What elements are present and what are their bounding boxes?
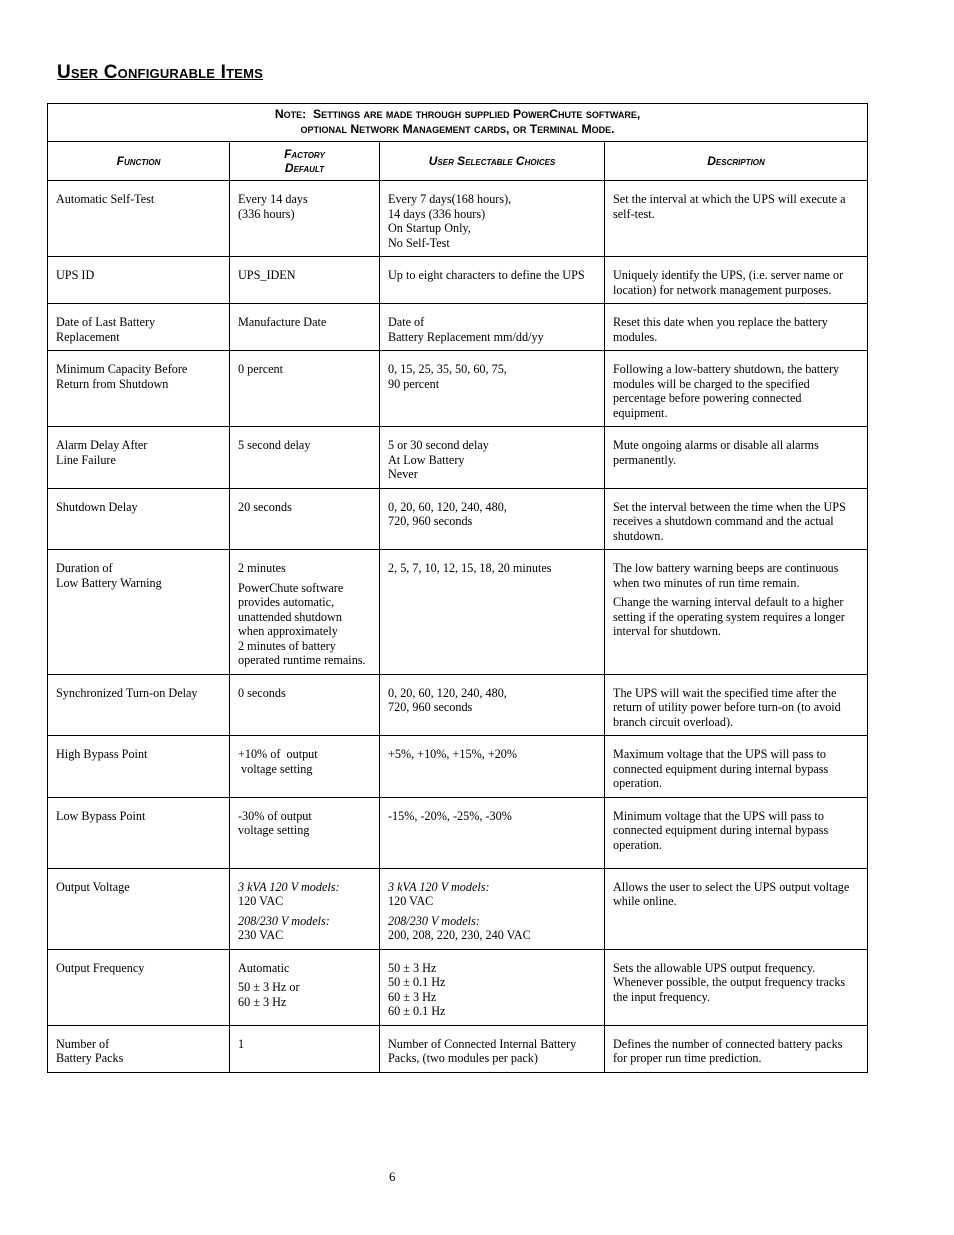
choices-text: 60 ± 0.1 Hz — [388, 1004, 446, 1018]
description-text: Change the warning interval default to a higher — [613, 595, 844, 609]
default-text: 2 minutes — [238, 561, 286, 575]
table-row — [48, 949, 868, 1025]
default-cell — [230, 550, 380, 675]
description-text: Defines the number of connected battery packs — [613, 1036, 843, 1051]
choices-text: 14 days (336 hours) — [388, 206, 486, 221]
default-text: operated runtime remains. — [238, 653, 366, 667]
choices-text: 720, 960 seconds — [388, 514, 473, 528]
function-text: Battery Packs — [56, 1051, 124, 1065]
default-text: 0 seconds — [238, 685, 286, 700]
choices-text: 3 kVA 120 V models: — [388, 879, 490, 894]
function-cell — [48, 257, 230, 304]
choices-text: 208/230 V models: — [388, 913, 480, 928]
description-text: connected equipment during internal bypass — [613, 761, 829, 776]
description-text: branch circuit overload). — [613, 714, 734, 729]
choices-cell — [380, 868, 605, 949]
choices-text: 0, 20, 60, 120, 240, 480, — [388, 499, 507, 514]
function-cell — [48, 488, 230, 550]
function-text: Low Battery Warning — [56, 575, 162, 590]
choices-text: Battery Replacement mm/dd/yy — [388, 329, 544, 344]
default-cell — [230, 488, 380, 550]
settings-note — [48, 104, 868, 142]
function-cell — [48, 949, 230, 1025]
table-row — [48, 257, 868, 304]
header-factory-default — [230, 142, 380, 181]
function-text: High Bypass Point — [56, 747, 148, 761]
choices-cell — [380, 488, 605, 550]
header-default-line-1: Factory — [284, 147, 325, 161]
default-text: (336 hours) — [238, 206, 295, 221]
choices-text: 90 percent — [388, 376, 440, 391]
description-text: modules. — [613, 329, 658, 344]
default-text: -30% of output — [238, 808, 312, 823]
table-row — [48, 427, 868, 489]
default-text: when approximately — [238, 624, 338, 638]
choices-cell — [380, 427, 605, 489]
choices-text: 200, 208, 220, 230, 240 VAC — [388, 928, 531, 942]
choices-cell — [380, 736, 605, 798]
function-cell — [48, 674, 230, 736]
default-cell — [230, 351, 380, 427]
function-text: Alarm Delay After — [56, 438, 148, 452]
description-cell — [605, 181, 868, 257]
function-cell — [48, 351, 230, 427]
default-text: 3 kVA 120 V models: — [238, 879, 340, 894]
function-text: Line Failure — [56, 452, 116, 467]
table-row — [48, 868, 868, 949]
default-cell — [230, 257, 380, 304]
function-text: Replacement — [56, 329, 120, 344]
choices-cell — [380, 257, 605, 304]
description-text: permanently. — [613, 452, 677, 467]
description-cell — [605, 427, 868, 489]
table-row — [48, 736, 868, 798]
choices-text: -15%, -20%, -25%, -30% — [388, 808, 512, 823]
description-text: setting if the operating system requires a longer — [613, 609, 845, 624]
default-text: 20 seconds — [238, 499, 292, 514]
description-text: self-test. — [613, 206, 655, 221]
default-cell — [230, 181, 380, 257]
table-row — [48, 181, 868, 257]
description-cell — [605, 1025, 868, 1072]
description-text: while online. — [613, 894, 677, 908]
function-cell — [48, 304, 230, 351]
default-text: 208/230 V models: — [238, 913, 330, 928]
function-text: Shutdown Delay — [56, 499, 138, 514]
function-cell — [48, 868, 230, 949]
default-text: 60 ± 3 Hz — [238, 994, 287, 1009]
table-row — [48, 550, 868, 675]
choices-text: +5%, +10%, +15%, +20% — [388, 747, 518, 761]
function-cell — [48, 427, 230, 489]
default-cell — [230, 674, 380, 736]
choices-text: 50 ± 3 Hz — [388, 960, 437, 975]
choices-text: No Self-Test — [388, 235, 450, 250]
table-row — [48, 1025, 868, 1072]
description-text: location) for network management purposes. — [613, 282, 832, 297]
choices-text: 0, 20, 60, 120, 240, 480, — [388, 685, 507, 700]
description-cell — [605, 304, 868, 351]
default-text: 230 VAC — [238, 928, 284, 942]
description-text: return of utility power before turn-on (to avoid — [613, 700, 841, 714]
description-text: Maximum voltage that the UPS will pass to — [613, 747, 826, 761]
default-text: Every 14 days — [238, 192, 308, 206]
default-cell — [230, 797, 380, 868]
header-function: Function — [48, 142, 230, 181]
default-text: provides automatic, — [238, 595, 335, 609]
default-text: voltage setting — [238, 761, 313, 776]
choices-text: Up to eight characters to define the UPS — [388, 268, 585, 282]
default-text: 0 percent — [238, 362, 284, 376]
description-text: Sets the allowable UPS output frequency. — [613, 960, 816, 975]
default-text: +10% of output — [238, 747, 318, 761]
default-cell — [230, 427, 380, 489]
default-cell — [230, 736, 380, 798]
choices-cell — [380, 181, 605, 257]
description-text: Allows the user to select the UPS output voltage — [613, 879, 850, 894]
header-default-line-2: Default — [284, 161, 325, 175]
choices-text: 5 or 30 second delay — [388, 438, 489, 452]
function-cell — [48, 736, 230, 798]
description-text: Minimum voltage that the UPS will pass to — [613, 808, 824, 823]
description-text: when two minutes of run time remain. — [613, 575, 800, 590]
default-cell — [230, 868, 380, 949]
function-text: Output Voltage — [56, 879, 130, 894]
section-title: User Configurable Items — [57, 62, 264, 83]
default-text: 2 minutes of battery — [238, 638, 336, 653]
description-text: equipment. — [613, 405, 668, 420]
header-user-choices: User Selectable Choices — [380, 142, 605, 181]
function-text: Low Bypass Point — [56, 808, 146, 823]
description-text: Mute ongoing alarms or disable all alarms — [613, 438, 819, 452]
function-cell — [48, 181, 230, 257]
description-cell — [605, 949, 868, 1025]
default-cell — [230, 304, 380, 351]
description-text: connected equipment during internal bypass — [613, 823, 829, 837]
choices-cell — [380, 674, 605, 736]
description-cell — [605, 550, 868, 675]
function-text: Return from Shutdown — [56, 376, 169, 391]
description-text: Whenever possible, the output frequency tracks — [613, 975, 846, 989]
function-text: Number of — [56, 1036, 110, 1051]
page-number: 6 — [389, 1169, 396, 1184]
choices-text: 720, 960 seconds — [388, 700, 473, 714]
default-text: 1 — [238, 1036, 245, 1051]
description-text: Reset this date when you replace the battery — [613, 315, 828, 329]
default-text: 5 second delay — [238, 438, 311, 452]
function-cell — [48, 550, 230, 675]
description-text: operation. — [613, 776, 663, 790]
description-text: percentage before powering connected — [613, 391, 802, 405]
table-row — [48, 351, 868, 427]
description-text: The low battery warning beeps are continuous — [613, 561, 839, 575]
choices-text: 50 ± 0.1 Hz — [388, 975, 446, 989]
description-text: Set the interval between the time when the UPS — [613, 499, 846, 514]
choices-text: Packs, (two modules per pack) — [388, 1051, 538, 1065]
choices-text: Date of — [388, 315, 425, 329]
choices-text: 0, 15, 25, 35, 50, 60, 75, — [388, 362, 507, 376]
description-text: Uniquely identify the UPS, (i.e. server name or — [613, 268, 844, 282]
description-text: Set the interval at which the UPS will execute a — [613, 192, 846, 206]
choices-cell — [380, 949, 605, 1025]
description-cell — [605, 797, 868, 868]
default-text: PowerChute software — [238, 580, 344, 595]
description-text: interval for shutdown. — [613, 624, 721, 638]
choices-cell — [380, 797, 605, 868]
function-cell — [48, 1025, 230, 1072]
description-text: the input frequency. — [613, 989, 711, 1004]
choices-text: 60 ± 3 Hz — [388, 989, 437, 1004]
description-text: receives a shutdown command and the actual — [613, 514, 834, 528]
table-row — [48, 674, 868, 736]
choices-text: 2, 5, 7, 10, 12, 15, 18, 20 minutes — [388, 561, 552, 575]
description-cell — [605, 488, 868, 550]
description-cell — [605, 736, 868, 798]
default-text: voltage setting — [238, 823, 310, 837]
default-text: 120 VAC — [238, 894, 284, 908]
function-text: Automatic Self-Test — [56, 192, 155, 206]
default-cell — [230, 1025, 380, 1072]
description-cell — [605, 868, 868, 949]
description-text: shutdown. — [613, 528, 664, 543]
header-description: Description — [605, 142, 868, 181]
note-line-1: Note: Settings are made through supplied PowerChute software, — [274, 107, 641, 121]
choices-cell — [380, 1025, 605, 1072]
description-text: modules will be charged to the specified — [613, 376, 810, 391]
description-cell — [605, 674, 868, 736]
table-row — [48, 797, 868, 868]
default-cell — [230, 949, 380, 1025]
description-cell — [605, 351, 868, 427]
table-row — [48, 304, 868, 351]
choices-text: On Startup Only, — [388, 221, 471, 235]
choices-text: Never — [388, 467, 418, 481]
function-text: Duration of — [56, 561, 113, 575]
default-text: unattended shutdown — [238, 609, 342, 624]
note-line-2: optional Network Management cards, or Terminal Mode. — [300, 121, 615, 136]
description-text: Following a low-battery shutdown, the battery — [613, 362, 840, 376]
default-text: Manufacture Date — [238, 315, 327, 329]
function-text: Minimum Capacity Before — [56, 362, 188, 376]
description-text: operation. — [613, 837, 663, 852]
choices-text: Every 7 days(168 hours), — [388, 192, 512, 206]
choices-text: At Low Battery — [388, 452, 465, 467]
default-text: UPS_IDEN — [238, 268, 296, 282]
choices-cell — [380, 351, 605, 427]
description-text: for proper run time prediction. — [613, 1051, 762, 1065]
choices-text: 120 VAC — [388, 894, 434, 908]
function-text: UPS ID — [56, 268, 95, 282]
default-text: 50 ± 3 Hz or — [238, 980, 300, 994]
function-text: Date of Last Battery — [56, 315, 156, 329]
function-cell — [48, 797, 230, 868]
table-row — [48, 488, 868, 550]
choices-cell — [380, 304, 605, 351]
description-text: The UPS will wait the specified time after the — [613, 685, 837, 700]
config-table — [47, 103, 868, 1073]
description-cell — [605, 257, 868, 304]
default-text: Automatic — [238, 960, 290, 975]
choices-text: Number of Connected Internal Battery — [388, 1036, 577, 1051]
choices-cell — [380, 550, 605, 675]
function-text: Output Frequency — [56, 960, 145, 975]
function-text: Synchronized Turn-on Delay — [56, 685, 198, 700]
